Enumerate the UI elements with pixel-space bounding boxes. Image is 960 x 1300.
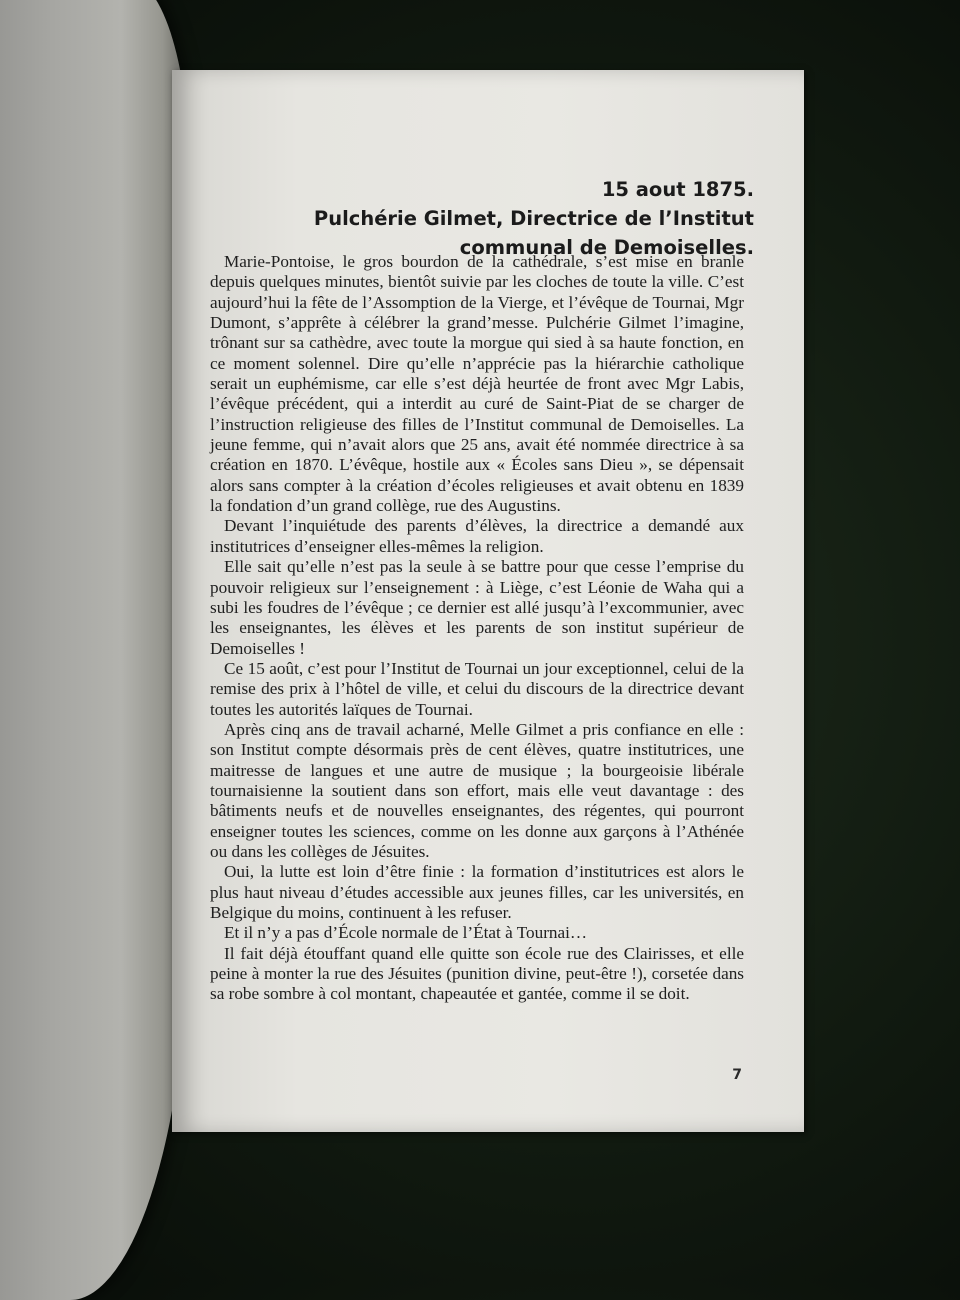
heading-title-line-2: communal de Demoiselles. — [459, 236, 754, 259]
paragraph: Devant l’inquiétude des parents d’élèves, la directrice a demandé aux institutrices d’enseigner elles-mêmes la religion. — [210, 516, 744, 556]
paragraph: Et il n’y a pas d’École normale de l’État à Tournai… — [224, 923, 588, 943]
book-page — [172, 70, 804, 1132]
paragraph: Il fait déjà étouffant quand elle quitte son école rue des Clairisses, et elle peine à monter la rue des Jésuites (punition divine, peut-être !), corsetée dans sa robe sombre à col montant, chapeautée et gantée, comme il se doit. — [210, 943, 744, 1004]
paragraph: Après cinq ans de travail acharné, Melle Gilmet a pris confiance en elle : son Institut compte désormais près de cent élèves, quatre institutrices, une maitresse de langues et une autre de musique ; la bourgeoisie libérale tournaisienne la soutient dans son effort, mais elle veut davantage : des bâtiments neufs et de nouvelles enseignantes, des régentes, qui pourront enseigner toutes les sciences, comme on les donne aux garçons à l’Athénée ou dans les collèges de Jésuites. — [210, 719, 744, 861]
body-text — [210, 252, 744, 1005]
page-number: 7 — [732, 1067, 742, 1083]
paragraph: Marie-Pontoise, le gros bourdon de la cathédrale, s’est mise en branle depuis quelques minutes, bientôt suivie par les cloches de toute la ville. C’est aujourd’hui la fête de l’Assomption de la Vierge, et l’évêque de Tournai, Mgr Dumont, s’apprête à célébrer la grand’messe. Pulchérie Gilmet l’imagine, trônant sur sa cathèdre, avec toute la morgue qui sied à sa haute fonction, en ce moment solennel. Dire qu’elle n’apprécie pas la hiérarchie catholique serait un euphémisme, car elle s’est déjà heurtée de front avec Mgr Labis, l’évêque précédent, qui a interdit au curé de Saint-Piat de se charger de l’instruction religieuse des filles de l’Institut communal de Demoiselles. La jeune femme, qui n’avait alors que 25 ans, avait été nommée directrice à sa création en 1870. L’évêque, hostile aux « Écoles sans Dieu », se dépensait alors sans compter à la création d’écoles religieuses et avait obtenu en 1839 la fondation d’un grand collège, rue des Augustins. — [210, 252, 744, 516]
paragraph: Oui, la lutte est loin d’être finie : la formation d’institutrices est alors le plus haut niveau d’études accessible aux jeunes filles, car les universités, en Belgique du moins, continuent à les refuser. — [210, 862, 744, 922]
paragraph: Elle sait qu’elle n’est pas la seule à se battre pour que cesse l’emprise du pouvoir religieux sur l’enseignement : à Liège, c’est Léonie de Waha qui a subi les foudres de l’évêque ; ce dernier est allé jusqu’à l’excommunier, avec les enseignantes, les élèves et les parents de son institut supérieur de Demoiselles ! — [210, 557, 744, 658]
heading-title-line-1: Pulchérie Gilmet, Directrice de l’Institut — [313, 207, 754, 230]
paragraph: Ce 15 août, c’est pour l’Institut de Tournai un jour exceptionnel, celui de la remise des prix à l’hôtel de ville, et celui du discours de la directrice devant toutes les autorités laïques de Tournai. — [210, 658, 744, 719]
facing-page-edge — [0, 0, 190, 1300]
heading-date: 15 aout 1875. — [601, 178, 754, 201]
chapter-heading — [314, 175, 754, 262]
